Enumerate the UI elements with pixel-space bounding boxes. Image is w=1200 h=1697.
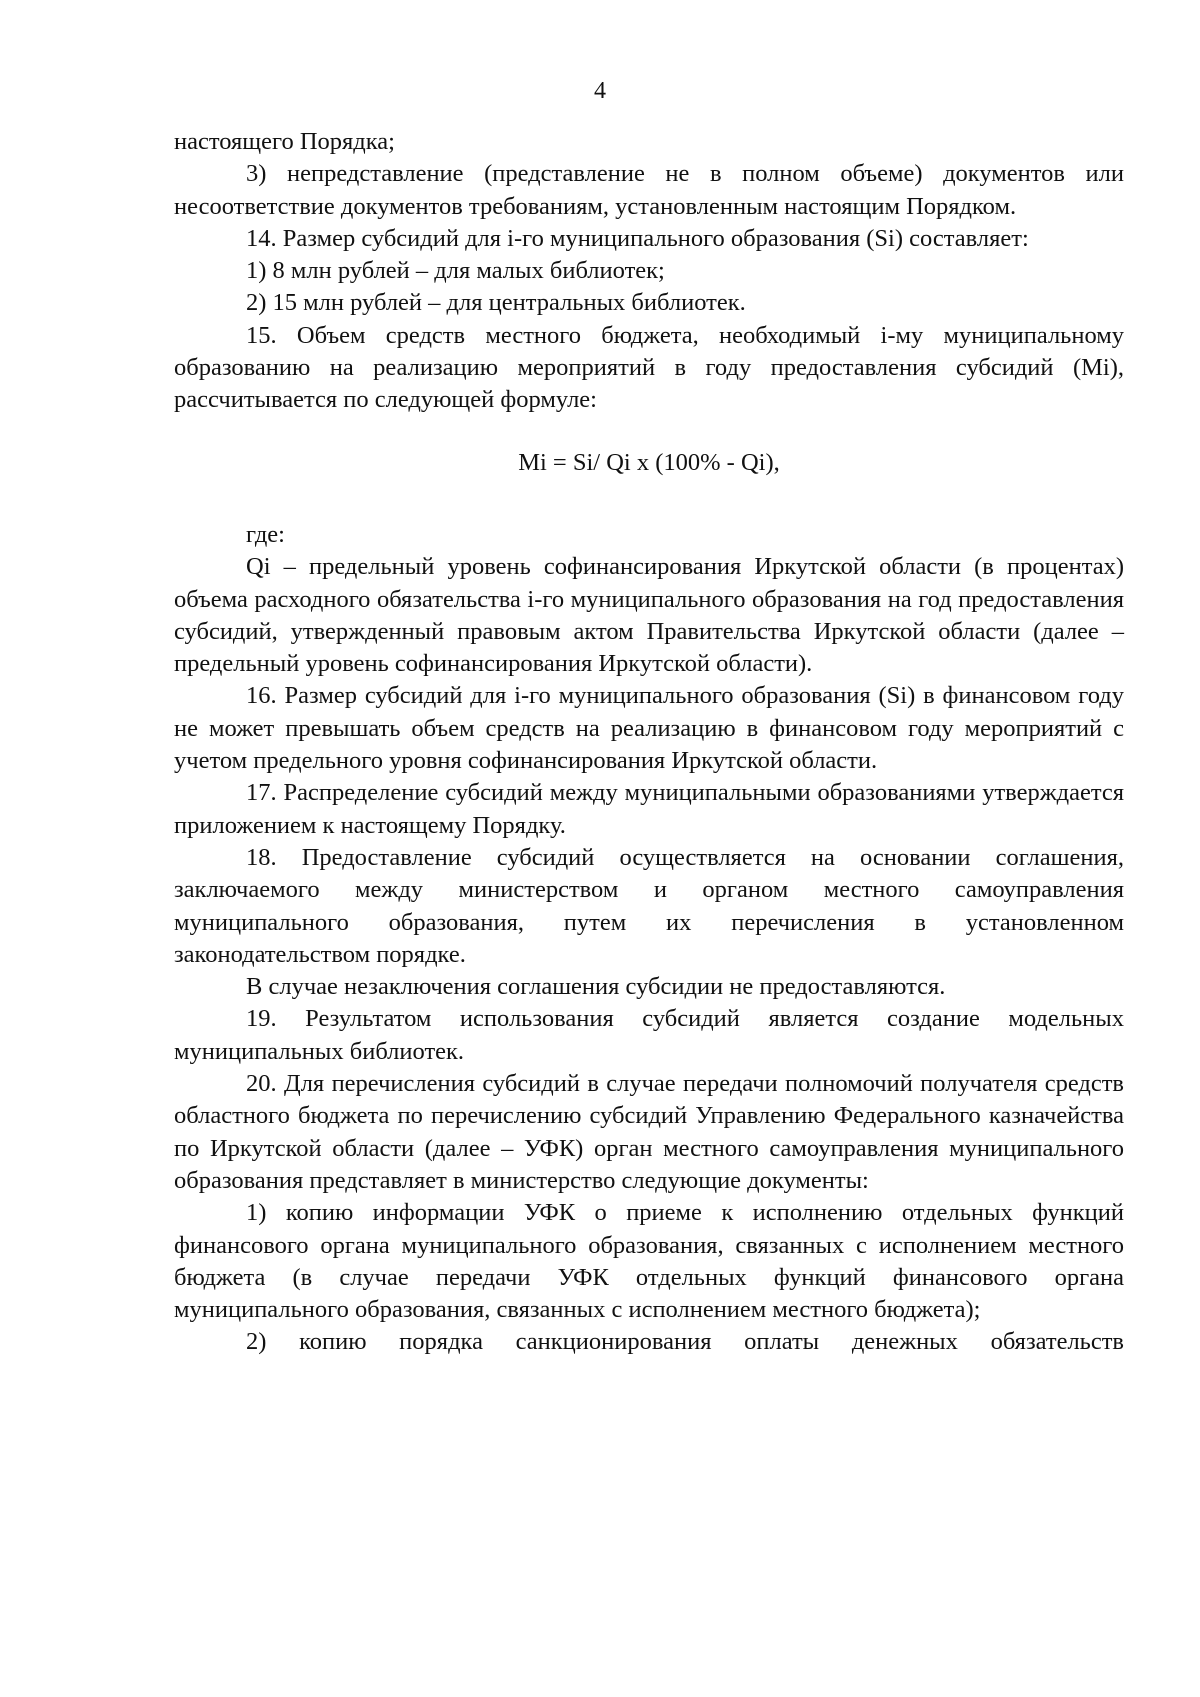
paragraph-18: 18. Предоставление субсидий осуществляется на основании соглашения, заключаемого между министерством и органом местного самоуправления муниципального образования, путем их перечисления в установленном законодательством порядке. xyxy=(174,843,1124,968)
paragraph-17: 17. Распределение субсидий между муниципальными образованиями утверждается приложением к настоящему Порядку. xyxy=(174,779,1124,839)
paragraph-continuation: настоящего Порядка; xyxy=(174,128,395,155)
paragraph-14-item-1: 1) 8 млн рублей – для малых библиотек; xyxy=(246,257,665,285)
paragraph-14: 14. Размер субсидий для i-го муниципального образования (Si) составляет: xyxy=(246,224,1029,252)
paragraph-item-3: 3) непредставление (представление не в полном объеме) документов или несоответствие документов требованиям, установленным настоящим Порядком. xyxy=(174,160,1124,220)
paragraph-15: 15. Объем средств местного бюджета, необходимый i-му муниципальному образованию на реализацию мероприятий в году предоставления субсидий (Mi), рассчитывается по следующей формуле: xyxy=(174,321,1124,414)
formula: Mi = Si/ Qi x (100% - Qi), xyxy=(518,448,780,476)
paragraph-19: 19. Результатом использования субсидий является создание модельных муниципальных библиотек. xyxy=(174,1005,1124,1065)
formula-where-label: где: xyxy=(246,520,285,548)
paragraph-16: 16. Размер субсидий для i-го муниципального образования (Si) в финансовом году не может превышать объем средств на реализацию в финансовом году мероприятий с учетом предельного уровня софинансирования Иркутской области. xyxy=(174,682,1124,775)
paragraph-20-item-1: 1) копию информации УФК о приеме к исполнению отдельных функций финансового органа муниципального образования, связанных с исполнением местного бюджета (в случае передачи УФК отдельных функций финансового органа муниципального образования, связанных с исполнением местного бюджета); xyxy=(174,1199,1124,1324)
document-body xyxy=(174,126,1124,1359)
paragraph-18-note: В случае незаключения соглашения субсидии не предоставляются. xyxy=(246,973,946,1001)
paragraph-14-item-2: 2) 15 млн рублей – для центральных библиотек. xyxy=(246,289,746,317)
page-number: 4 xyxy=(594,78,606,104)
paragraph-20: 20. Для перечисления субсидий в случае передачи полномочий получателя средств областного бюджета по перечислению субсидий Управлению Федерального казначейства по Иркутской области (далее – УФК) орган местного самоуправления муниципального образования представляет в министерство следующие документы: xyxy=(174,1070,1124,1194)
paragraph-20-item-2: 2) копию порядка санкционирования оплаты денежных обязательств xyxy=(246,1328,1124,1356)
formula-variable-definition: Qi – предельный уровень софинансирования Иркутской области (в процентах) объема расходного обязательства i-го муниципального образования на год предоставления субсидий, утвержденный правовым актом Правительства Иркутской области (далее – предельный уровень софинансирования Иркутской области). xyxy=(174,553,1124,678)
